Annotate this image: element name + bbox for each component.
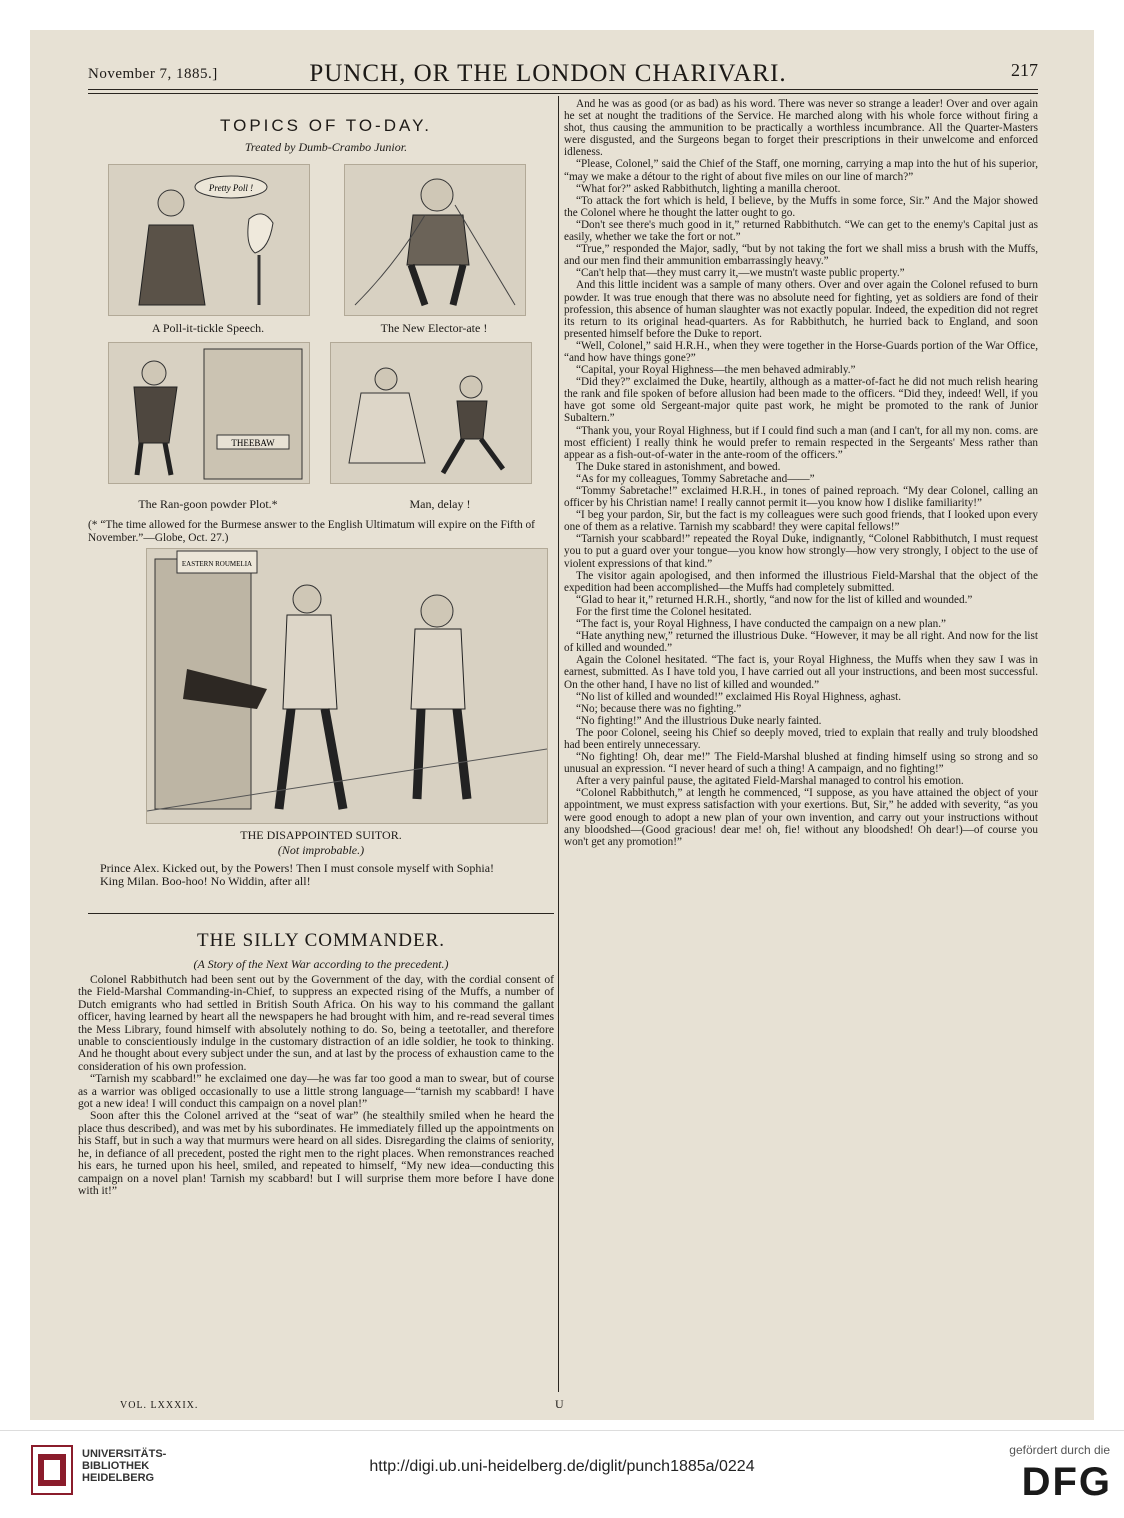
suitor-title: THE DISAPPOINTED SUITOR.	[240, 828, 402, 842]
story-paragraph: Again the Colonel hesitated. “The fact is, your Royal Highness, the Muffs when they saw I was in earnest, submitted. As I have told you, I have carried out all your instructions, and been most successful. On the other hand, I have no list of killed and wounded.”	[564, 654, 1038, 691]
poll-speech-drawing	[109, 165, 309, 315]
story-paragraph: “As for my colleagues, Tommy Sabretache and——”	[576, 472, 815, 485]
story-paragraph: The Duke stared in astonishment, and bowed.	[576, 460, 781, 473]
page-header	[58, 58, 1038, 88]
story-paragraph: For the first time the Colonel hesitated.	[576, 605, 752, 618]
illustration-poll-speech	[108, 164, 310, 316]
suitor-line-milan: King Milan. Boo-hoo! No Widdin, after all!	[100, 874, 311, 889]
story-paragraph: “Tommy Sabretache!” exclaimed H.R.H., in tones of pained reproach. “My dear Colonel, calling an officer by his Christian name! I really cannot permit it—you know how I dislike familiarity!”	[564, 485, 1038, 510]
story-paragraph: The poor Colonel, seeing his Chief so deeply moved, tried to explain that really and truly bloodshed had been entirely unnecessary.	[564, 726, 1038, 751]
document-url[interactable]: http://digi.ub.uni-heidelberg.de/diglit/punch1885a/0224	[369, 1458, 755, 1475]
story-paragraph: “No; because there was no fighting.”	[576, 702, 742, 715]
story-paragraph: “Did they?” exclaimed the Duke, heartily, although as a matter-of-fact he did not much relish hearing the rank and file spoken of before allusion had been made to the officers. “Did they, indeed! Well, if you have got some old Sergeant-major quite past work, he might be promoted to the rank of Junior Subaltern.”	[564, 376, 1038, 425]
story-paragraph: “No fighting!” And the illustrious Duke nearly fainted.	[576, 714, 822, 727]
story-paragraph: “What for?” asked Rabbithutch, lighting a manilla cheroot.	[576, 182, 841, 195]
story-paragraph: “Colonel Rabbithutch,” at length he commenced, “I suppose, as you have attained the object of your appointment, we must express satisfaction with your exertions. But, Sir,” he added with severity, “as you were good enough to adopt a new plan of your own invention, and carry out your instructions without any bloodshed—(Good gracious! dear me! oh, fie! without any bloodshed! Oh dear!)—of course you won't get any promotion!”	[564, 787, 1038, 848]
story-paragraph: “I beg your pardon, Sir, but the fact is my colleagues were such good friends, that I looked upon every one of them as a relative. Tarnish my scabbard! they were capital fellows!”	[564, 509, 1038, 534]
column-divider	[558, 96, 559, 1392]
story-paragraph: Colonel Rabbithutch had been sent out by the Government of the day, with the cordial consent of the Field-Marshal Commanding-in-Chief, to suppress an expected rising of the Muffs, a number of Dutch emigrants who had settled in British South Africa. On his way to his command the gallant officer, having learned by heart all the newspapers he had brought with him, and re-read several times the Mess Library, found himself with absolutely nothing to do. So, being a teetotaller, and therefore unable to conscientiously indulge in the customary distraction of an idle soldier, he took to thinking. And he thought about every subject under the sun, and at last by the process of exhaustion came to the consideration of his own profession.	[78, 973, 554, 1073]
story-paragraph: The visitor again apologised, and then informed the illustrious Field-Marshal that the object of the expedition had been accomplished—the Muffs had completely submitted.	[564, 569, 1038, 594]
bubble-text: Pretty Poll !	[208, 183, 254, 193]
theebaw-sign: THEEBAW	[231, 438, 275, 448]
story-paragraph: “Can't help that—they must carry it,—we mustn't waste public property.”	[576, 267, 905, 280]
illustration-powder-plot	[108, 342, 310, 484]
story-right-column	[564, 98, 1038, 848]
story-paragraph: “No list of killed and wounded!” exclaimed His Royal Highness, aghast.	[576, 690, 901, 703]
caption-elector: The New Elector-ate !	[380, 321, 488, 335]
suitor-subtitle: (Not improbable.)	[277, 843, 365, 857]
funder-note: gefördert durch die	[1009, 1443, 1110, 1457]
caption-man-delay: Man, delay !	[409, 497, 471, 511]
dfg-logo[interactable]: DFG	[1021, 1460, 1112, 1504]
story-title: THE SILLY COMMANDER.	[196, 930, 446, 951]
illustration-man-delay	[330, 342, 532, 484]
footer-volume: VOL. LXXXIX.	[120, 1400, 199, 1411]
header-rule-2	[88, 93, 1038, 94]
header-page-number: 217	[1011, 60, 1038, 80]
man-delay-drawing	[331, 343, 531, 483]
story-paragraph: “The fact is, your Royal Highness, I have conducted the campaign on a new plan.”	[576, 618, 946, 631]
story-paragraph: “Please, Colonel,” said the Chief of the Staff, one morning, carrying a map into the hut of his superior, “may we make a détour to the right of about five miles on our line of march?”	[564, 158, 1038, 183]
story-paragraph: “Tarnish my scabbard!” he exclaimed one day—he was far too good a man to swear, but of course as a warrior was obliged occasionally to use a little strong language—“tarnish my scabbard! I have got a new idea! I will conduct this campaign on a novel plan!”	[78, 1072, 554, 1111]
story-left-column	[78, 974, 554, 1197]
story-paragraph: “Thank you, your Royal Highness, but if I could find such a man (and I can't, for all my non. coms. are most efficient) I really think he would prefer to remain respected in the Sergeants' Mess rather than appear as a fish-out-of-water in the ante-room of the officers.”	[564, 424, 1038, 461]
story-paragraph: “Capital, your Royal Highness—the men behaved admirably.”	[576, 364, 856, 377]
story-paragraph: “Tarnish your scabbard!” repeated the Royal Duke, indignantly, “Colonel Rabbithutch, I must request you to put a guard over your tongue—you know how strongly—how very strongly, I object to the use of violent expressions of that kind.”	[564, 533, 1038, 570]
topics-subtitle: Treated by Dumb-Crambo Junior.	[244, 140, 408, 154]
door-sign: EASTERN ROUMELIA	[181, 560, 253, 568]
suitor-dialogue	[88, 862, 554, 889]
header-title: PUNCH, OR THE LONDON CHARIVARI.	[309, 60, 787, 87]
story-paragraph: “True,” responded the Major, sadly, “but by not taking the fort we shall miss a brush with the Muffs, and our men find their ammunition embarrassingly heavy.”	[564, 243, 1038, 268]
story-paragraph: After a very painful pause, the agitated Field-Marshal managed to control his emotion.	[576, 775, 964, 788]
story-paragraph: “Well, Colonel,” said H.R.H., when they were together in the Horse-Guards portion of the War Office, “and how have things gone?”	[564, 339, 1038, 364]
header-date: November 7, 1885.]	[88, 66, 218, 82]
story-paragraph: Soon after this the Colonel arrived at the “seat of war” (he stealthily smiled when he heard the place thus described), and was met by his subordinates. He immediately filled up the appointments on his Staff, but in such a way that murmurs were heard on all sides. Disregarding the claims of seniority, he, in defiance of all precedent, posted the right men to the right places. When remonstrances reached his ears, he turned upon his heel, smiled, and repeated to himself, “My new idea—conducting this campaign on a novel plan! Tarnish my scabbard! but I will surprise them more before I have done with it!”	[78, 1109, 554, 1197]
suitor-drawing	[147, 549, 547, 823]
logo-line: BIBLIOTHEK	[82, 1460, 150, 1472]
illustration-elector	[344, 164, 526, 316]
story-rule	[88, 913, 554, 914]
story-paragraph: And he was as good (or as bad) as his word. There was never so strange a leader! Over and over again he set at nought the traditions of the Service. He marched along with his whole force without firing a shot, thus causing the ammunition to be practically a worthless incumbrance. All the Quarter-Masters were disgusted, and the Surgeons began to forget their prescriptions in their unwelcome and enforced idleness.	[564, 98, 1038, 159]
story-paragraph: “No fighting! Oh, dear me!” The Field-Marshal blushed at finding himself using so strong and so unusual an expression. “I never heard of such a thing! A campaign, and no fighting!”	[564, 751, 1038, 776]
illustration-disappointed-suitor	[146, 548, 548, 824]
caption-poll-speech: A Poll-it-tickle Speech.	[151, 321, 265, 335]
story-paragraph: “To attack the fort which is held, I believe, by the Muffs in some force, Sir.” And the Major showed the Colonel where he thought the latter ought to go.	[564, 194, 1038, 219]
footer-signature: U	[555, 1397, 564, 1411]
story-paragraph: And this little incident was a sample of many others. Over and over again the Colonel refused to burn powder. It was true enough that there was no absolute need for fighting, yet as soldiers are fond of their profession, this absence of human slaughter was not exactly popular. Indeed, the expedition did not regret its return to its original head-quarters. As for Rabbithutch, he hurried back to England, and soon presented himself before the Duke to report.	[564, 279, 1038, 340]
elector-drawing	[345, 165, 525, 315]
powder-plot-drawing	[109, 343, 309, 483]
caption-powder-plot: The Ran-goon powder Plot.*	[138, 497, 278, 511]
logo-line: HEIDELBERG	[82, 1472, 155, 1484]
logo-line: UNIVERSITÄTS-	[82, 1448, 167, 1460]
footnote-burmese: (* “The time allowed for the Burmese answer to the English Ultimatum will expire on the Fifth of November.”—Globe, Oct. 27.)	[88, 519, 535, 544]
story-paragraph: “Don't see there's much good in it,” returned Rabbithutch. “We can get to the enemy's Capital just as easily, whether we take the fort or not.”	[564, 218, 1038, 244]
story-subtitle: (A Story of the Next War according to the precedent.)	[193, 957, 449, 971]
topics-title: TOPICS OF TO-DAY.	[220, 116, 432, 135]
header-rule	[88, 89, 1038, 90]
story-paragraph: “Hate anything new,” returned the illustrious Duke. “However, it may be all right. And now for the list of killed and wounded.”	[564, 630, 1038, 655]
story-paragraph: “Glad to hear it,” returned H.R.H., shortly, “and now for the list of killed and wounded.”	[576, 593, 973, 606]
suitor-line-alex: Prince Alex. Kicked out, by the Powers! Then I must console myself with Sophia!	[100, 861, 495, 875]
